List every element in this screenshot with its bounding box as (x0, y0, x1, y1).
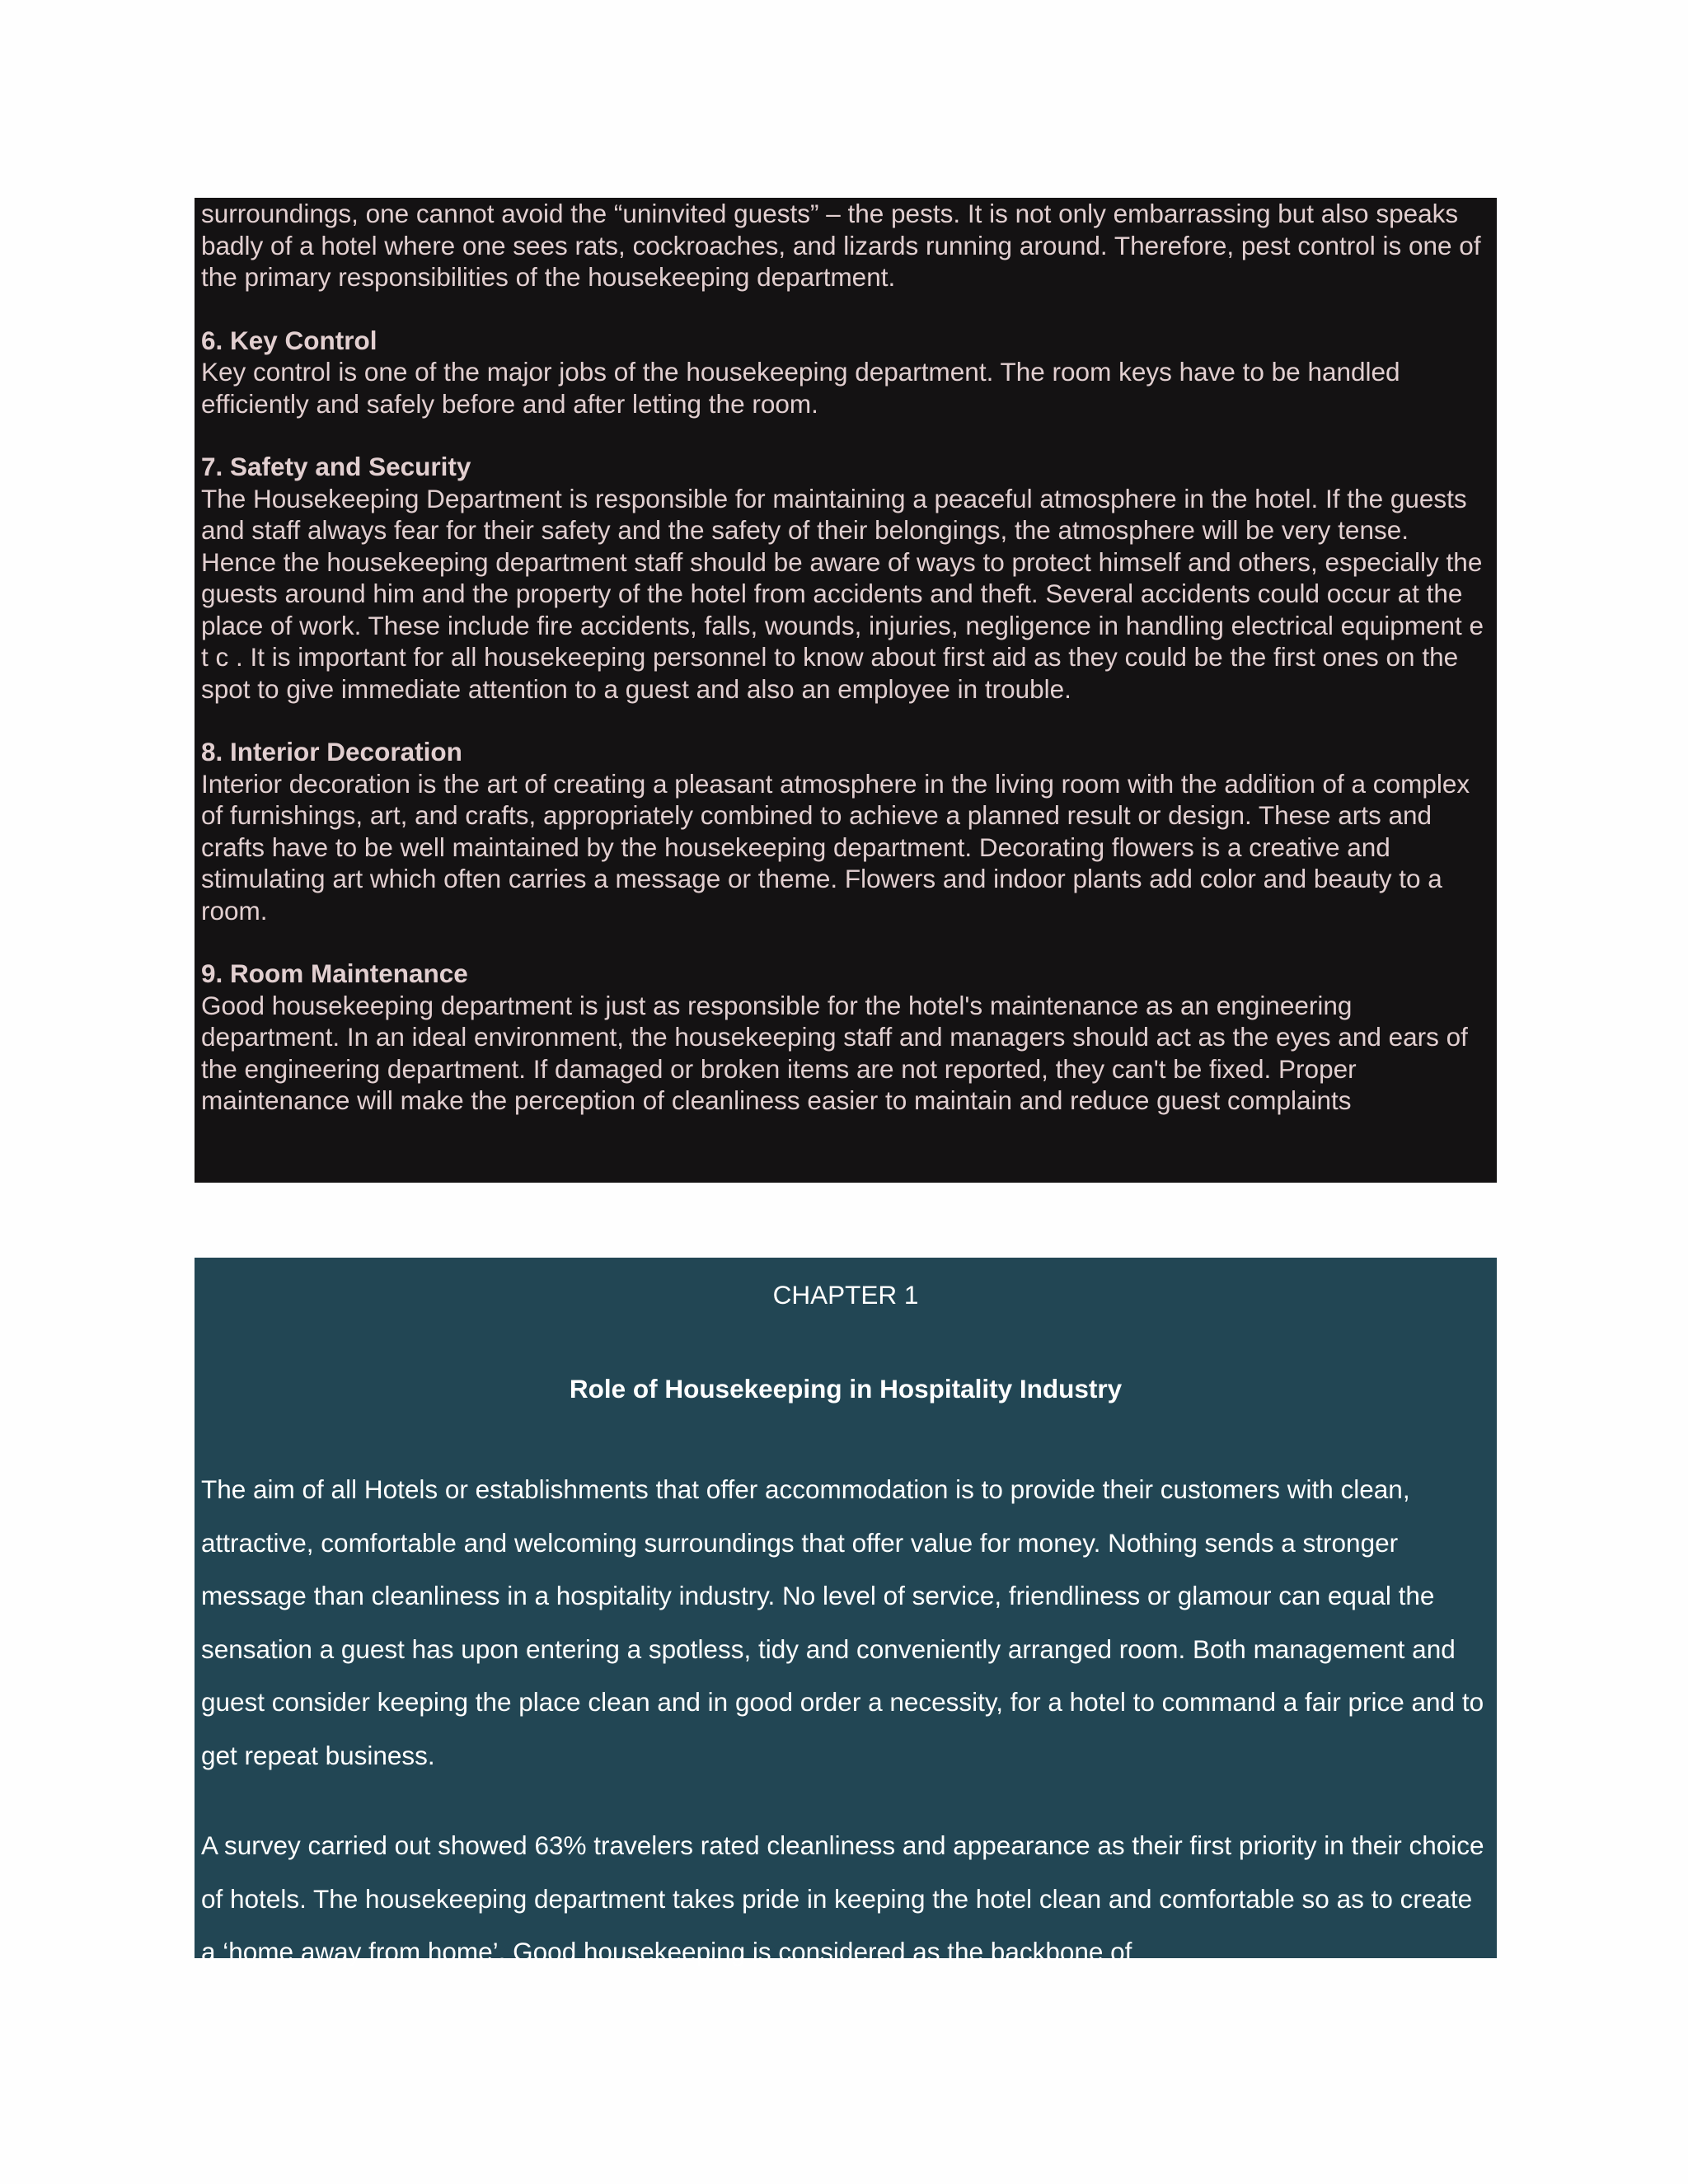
section-key-control (201, 325, 1490, 420)
dark-text-panel (195, 198, 1497, 1183)
section-body: The Housekeeping Department is responsible for maintaining a peaceful atmosphere in the hotel. If the guests and staff always fear for their safety and the safety of their belongings, the atmosphere will be very tense. Hence the housekeeping department staff should be aware of ways to protect himself and others, especially the guests around him and the property of the hotel from accidents and theft. Several accidents could occur at the place of work. These include fire accidents, falls, wounds, injuries, negligence in handling electrical equipment e t c . It is important for all housekeeping personnel to know about first aid as they could be the first ones on the spot to give immediate attention to a guest and also an employee in trouble. (201, 483, 1484, 704)
chapter-panel (195, 1258, 1497, 1966)
section-heading: 6. Key Control (201, 325, 377, 355)
section-body: Interior decoration is the art of creating a pleasant atmosphere in the living room with the addition of a complex of furnishings, art, and crafts, appropriately combined to achieve a planned result or design. These arts and crafts have to be well maintained by the housekeeping department. Decorating flowers is a creative and stimulating art which often carries a message or theme. Flowers and indoor plants add color and beauty to a room. (201, 768, 1470, 926)
chapter-label: CHAPTER 1 (772, 1280, 919, 1310)
chapter-title: Role of Housekeeping in Hospitality Industry (569, 1374, 1123, 1404)
section-heading: 7. Safety and Security (201, 452, 471, 481)
chapter-paragraph-1: The aim of all Hotels or establishments that offer accommodation is to provide their customers with clean, attractive, comfortable and welcoming surroundings that offer value for money. Nothing sends a stronger message than cleanliness in a hospitality industry. No level of service, friendliness or glamour can equal the sensation a guest has upon entering a spotless, tidy and conveniently arranged room. Both management and guest consider keeping the place clean and in good order a necessity, for a hotel to command a fair price and to get repeat business. (201, 1474, 1484, 1770)
section-body: Good housekeeping department is just as responsible for the hotel's maintenance as an engineering department. In an ideal environment, the housekeeping staff and managers should act as the eyes and ears of the engineering department. If damaged or broken items are not reported, they can't be fixed. Proper maintenance will make the perception of cleanliness easier to maintain and reduce guest complaints (201, 990, 1468, 1115)
section-heading: 8. Interior Decoration (201, 737, 462, 766)
section-room-maintenance (201, 958, 1490, 1117)
section-safety-security (201, 451, 1490, 705)
chapter-paragraph-2: A survey carried out showed 63% travelers rated cleanliness and appearance as their first priority in their choice of hotels. The housekeeping department takes pride in keeping the hotel clean and comfortable so as to create a ‘home away from home’. Good housekeeping is considered as the backbone of (201, 1830, 1484, 1966)
section-body: Key control is one of the major jobs of the housekeeping department. The room keys have to be handled efficiently and safely before and after letting the room. (201, 357, 1400, 419)
intro-paragraph: surroundings, one cannot avoid the “uninvited guests” – the pests. It is not only embarrassing but also speaks badly of a hotel where one sees rats, cockroaches, and lizards running around. Therefore, pest control is one of the primary responsibilities of the housekeeping department. (201, 199, 1481, 292)
section-heading: 9. Room Maintenance (201, 958, 468, 988)
section-interior-decoration (201, 736, 1490, 926)
